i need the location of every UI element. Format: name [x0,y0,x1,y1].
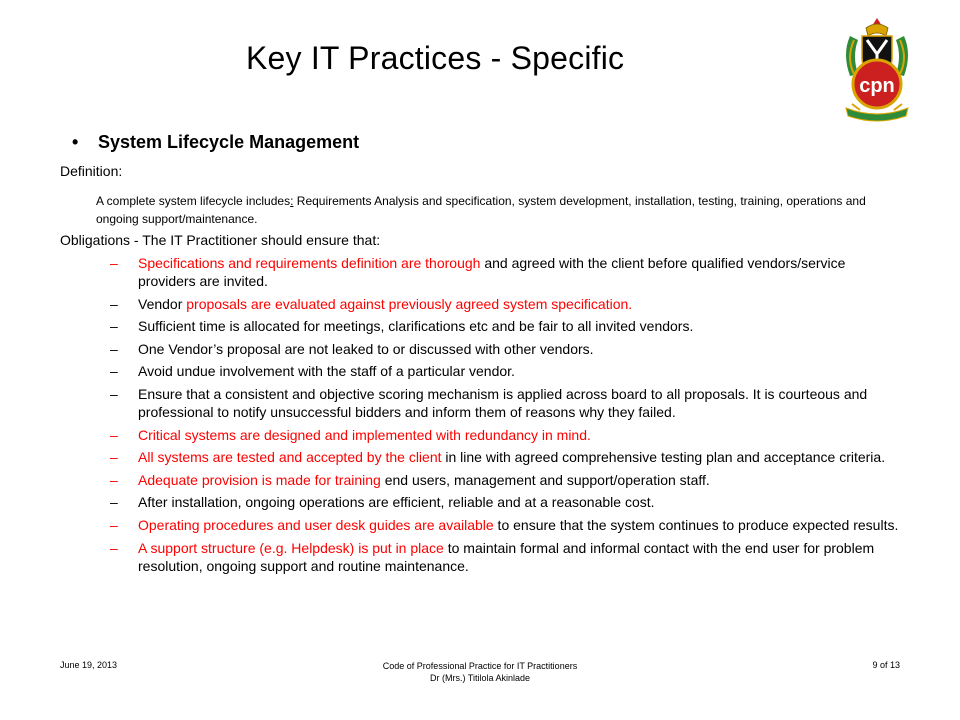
footer-line-2: Dr (Mrs.) Titilola Akinlade [429,673,531,683]
list-item: – Operating procedures and user desk guides are available to ensure that the system continues to produce expected results. [110,516,899,533]
section-heading [72,132,359,153]
definition-label: Definition: [60,163,123,179]
list-item: – Ensure that a consistent and objective scoring mechanism is applied across board to all proposals. It is courteous and professional to notify unsuccessful bidders and inform them of reasons why they failed. [110,385,868,420]
list-item: – Sufficient time is allocated for meetings, clarifications etc and be fair to all invited vendors. [110,318,694,335]
bullet-icon: • [72,132,79,152]
list-item: – Vendor proposals are evaluated against previously agreed system specification. [110,295,633,312]
definition-text: A complete system lifecycle includes: Requirements Analysis and specification, system development, installation, testing, training, operations and ongoing support/maintenance. [96,194,866,226]
footer-line-1: Code of Professional Practice for IT Practitioners [382,661,578,671]
page-number: 9 of 13 [872,660,900,670]
section-heading-text: System Lifecycle Management [98,132,360,152]
list-item: – Adequate provision is made for training end users, management and support/operation staff. [110,471,710,488]
svg-text:cpn: cpn [859,75,895,97]
list-item: – All systems are tested and accepted by the client in line with agreed comprehensive testing plan and acceptance criteria. [110,449,886,466]
list-item: – One Vendor’s proposal are not leaked to or discussed with other vendors. [110,340,594,357]
cpn-crest-logo-icon [836,14,918,122]
slide-title: Key IT Practices - Specific [246,40,625,76]
footer-title [330,660,630,684]
obligations-label: Obligations - The IT Practitioner should ensure that: [60,232,381,248]
footer-date: June 19, 2013 [60,660,118,670]
list-item: – After installation, ongoing operations are efficient, reliable and at a reasonable cost. [110,494,655,511]
list-item: – Critical systems are designed and implemented with redundancy in mind. [110,426,591,443]
list-item: – Avoid undue involvement with the staff of a particular vendor. [110,363,515,380]
list-item: – Specifications and requirements definition are thorough and agreed with the client before qualified vendors/service providers are invited. [110,255,846,289]
obligations-list [110,254,900,579]
list-item: – A support structure (e.g. Helpdesk) is put in place to maintain formal and informal contact with the end user for problem resolution, ongoing support and routine maintenance. [110,539,875,574]
